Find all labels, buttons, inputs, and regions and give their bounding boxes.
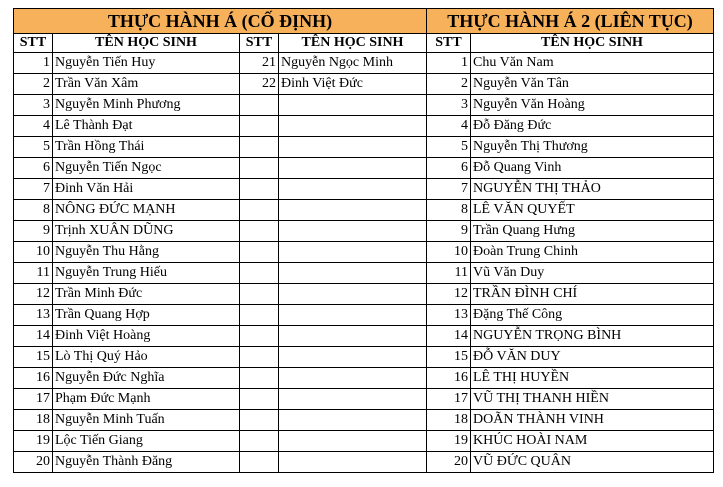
student-name-cell: Lò Thị Quý Hảo: [53, 347, 240, 368]
student-table: [13, 8, 714, 473]
student-name-cell: Đinh Việt Đức: [279, 74, 427, 95]
stt-cell: 17: [14, 389, 53, 410]
student-name-cell: [279, 368, 427, 389]
table-row: [14, 368, 714, 389]
student-name-cell: Nguyễn Văn Hoàng: [471, 95, 714, 116]
stt-cell: 18: [427, 410, 471, 431]
stt-cell: 2: [14, 74, 53, 95]
stt-cell: 20: [427, 452, 471, 473]
student-name-cell: Nguyễn Tiến Huy: [53, 53, 240, 74]
stt-cell: 14: [427, 326, 471, 347]
stt-cell: 17: [427, 389, 471, 410]
stt-cell: 8: [427, 200, 471, 221]
stt-cell: [240, 200, 279, 221]
stt-cell: [240, 410, 279, 431]
title-continuous: THỰC HÀNH Á 2 (LIÊN TỤC): [427, 9, 714, 34]
header-name-a: TÊN HỌC SINH: [53, 34, 240, 53]
student-name-cell: LÊ VĂN QUYẾT: [471, 200, 714, 221]
header-stt-c: STT: [427, 34, 471, 53]
student-name-cell: Trần Văn Xâm: [53, 74, 240, 95]
stt-cell: 8: [14, 200, 53, 221]
student-name-cell: [279, 431, 427, 452]
stt-cell: 10: [427, 242, 471, 263]
stt-cell: 16: [14, 368, 53, 389]
stt-cell: [240, 347, 279, 368]
student-name-cell: Đinh Việt Hoàng: [53, 326, 240, 347]
stt-cell: 19: [427, 431, 471, 452]
stt-cell: [240, 305, 279, 326]
title-row: [14, 9, 714, 34]
stt-cell: [240, 221, 279, 242]
stt-cell: 9: [14, 221, 53, 242]
stt-cell: 9: [427, 221, 471, 242]
stt-cell: 3: [14, 95, 53, 116]
student-name-cell: [279, 347, 427, 368]
stt-cell: 10: [14, 242, 53, 263]
student-name-cell: [279, 95, 427, 116]
table-row: [14, 263, 714, 284]
stt-cell: 1: [14, 53, 53, 74]
stt-cell: [240, 242, 279, 263]
table-row: [14, 452, 714, 473]
stt-cell: [240, 431, 279, 452]
student-name-cell: [279, 158, 427, 179]
stt-cell: [240, 116, 279, 137]
header-stt-a: STT: [14, 34, 53, 53]
student-name-cell: Nguyễn Trung Hiếu: [53, 263, 240, 284]
stt-cell: 5: [14, 137, 53, 158]
student-name-cell: NGUYỄN TRỌNG BÌNH: [471, 326, 714, 347]
table-row: [14, 53, 714, 74]
stt-cell: 7: [14, 179, 53, 200]
student-name-cell: [279, 179, 427, 200]
stt-cell: 15: [14, 347, 53, 368]
stt-cell: 22: [240, 74, 279, 95]
student-name-cell: TRẦN ĐÌNH CHÍ: [471, 284, 714, 305]
stt-cell: 3: [427, 95, 471, 116]
stt-cell: 7: [427, 179, 471, 200]
student-name-cell: [279, 242, 427, 263]
stt-cell: 13: [427, 305, 471, 326]
stt-cell: [240, 284, 279, 305]
student-name-cell: Nguyễn Minh Phương: [53, 95, 240, 116]
stt-cell: [240, 368, 279, 389]
student-name-cell: Đặng Thế Công: [471, 305, 714, 326]
stt-cell: [240, 263, 279, 284]
student-name-cell: LÊ THỊ HUYỀN: [471, 368, 714, 389]
table-row: [14, 410, 714, 431]
student-name-cell: [279, 116, 427, 137]
stt-cell: 19: [14, 431, 53, 452]
table-row: [14, 389, 714, 410]
student-name-cell: Nguyễn Thị Thương: [471, 137, 714, 158]
student-lists: [13, 8, 714, 473]
student-name-cell: VŨ ĐỨC QUÂN: [471, 452, 714, 473]
student-name-cell: Trần Quang Hợp: [53, 305, 240, 326]
table-row: [14, 242, 714, 263]
header-row: [14, 34, 714, 53]
table-row: [14, 347, 714, 368]
stt-cell: 6: [427, 158, 471, 179]
student-name-cell: [279, 410, 427, 431]
student-name-cell: [279, 326, 427, 347]
stt-cell: [240, 137, 279, 158]
table-body: [14, 9, 714, 473]
student-name-cell: Nguyễn Ngọc Minh: [279, 53, 427, 74]
student-name-cell: NÔNG ĐỨC MẠNH: [53, 200, 240, 221]
table-row: [14, 284, 714, 305]
student-name-cell: NGUYỄN THỊ THẢO: [471, 179, 714, 200]
stt-cell: 2: [427, 74, 471, 95]
student-name-cell: Đoàn Trung Chinh: [471, 242, 714, 263]
student-name-cell: Trịnh XUÂN DŨNG: [53, 221, 240, 242]
stt-cell: 21: [240, 53, 279, 74]
student-name-cell: Nguyễn Thành Đăng: [53, 452, 240, 473]
table-row: [14, 95, 714, 116]
student-name-cell: Vũ Văn Duy: [471, 263, 714, 284]
student-name-cell: Nguyễn Tiến Ngọc: [53, 158, 240, 179]
stt-cell: 5: [427, 137, 471, 158]
stt-cell: 6: [14, 158, 53, 179]
header-name-b: TÊN HỌC SINH: [279, 34, 427, 53]
student-name-cell: [279, 284, 427, 305]
student-name-cell: Đỗ Quang Vinh: [471, 158, 714, 179]
student-name-cell: [279, 263, 427, 284]
header-name-c: TÊN HỌC SINH: [471, 34, 714, 53]
stt-cell: [240, 452, 279, 473]
student-name-cell: Nguyễn Đức Nghĩa: [53, 368, 240, 389]
stt-cell: [240, 179, 279, 200]
table-row: [14, 179, 714, 200]
student-name-cell: [279, 221, 427, 242]
student-name-cell: [279, 389, 427, 410]
student-name-cell: Trần Quang Hưng: [471, 221, 714, 242]
header-stt-b: STT: [240, 34, 279, 53]
student-name-cell: [279, 137, 427, 158]
table-row: [14, 137, 714, 158]
stt-cell: 14: [14, 326, 53, 347]
table-row: [14, 116, 714, 137]
stt-cell: 4: [14, 116, 53, 137]
stt-cell: [240, 95, 279, 116]
student-name-cell: [279, 200, 427, 221]
stt-cell: 11: [14, 263, 53, 284]
student-name-cell: Trần Minh Đức: [53, 284, 240, 305]
table-row: [14, 158, 714, 179]
student-name-cell: ĐỖ VĂN DUY: [471, 347, 714, 368]
stt-cell: 12: [14, 284, 53, 305]
student-name-cell: KHÚC HOÀI NAM: [471, 431, 714, 452]
student-name-cell: Lê Thành Đạt: [53, 116, 240, 137]
table-row: [14, 431, 714, 452]
student-name-cell: Nguyễn Minh Tuấn: [53, 410, 240, 431]
student-name-cell: [279, 452, 427, 473]
table-row: [14, 305, 714, 326]
table-row: [14, 326, 714, 347]
stt-cell: [240, 326, 279, 347]
student-name-cell: Đinh Văn Hải: [53, 179, 240, 200]
stt-cell: 1: [427, 53, 471, 74]
stt-cell: 20: [14, 452, 53, 473]
table-row: [14, 221, 714, 242]
stt-cell: 18: [14, 410, 53, 431]
stt-cell: [240, 389, 279, 410]
student-name-cell: Chu Văn Nam: [471, 53, 714, 74]
student-name-cell: DOÃN THÀNH VINH: [471, 410, 714, 431]
student-name-cell: Đỗ Đăng Đức: [471, 116, 714, 137]
stt-cell: 12: [427, 284, 471, 305]
student-name-cell: Lộc Tiến Giang: [53, 431, 240, 452]
student-name-cell: Phạm Đức Mạnh: [53, 389, 240, 410]
stt-cell: 15: [427, 347, 471, 368]
stt-cell: 4: [427, 116, 471, 137]
table-row: [14, 74, 714, 95]
student-name-cell: [279, 305, 427, 326]
title-fixed: THỰC HÀNH Á (CỐ ĐỊNH): [14, 9, 427, 34]
stt-cell: [240, 158, 279, 179]
student-name-cell: Nguyễn Văn Tân: [471, 74, 714, 95]
stt-cell: 16: [427, 368, 471, 389]
student-name-cell: Nguyễn Thu Hằng: [53, 242, 240, 263]
table-row: [14, 200, 714, 221]
stt-cell: 11: [427, 263, 471, 284]
student-name-cell: VŨ THỊ THANH HIỀN: [471, 389, 714, 410]
stt-cell: 13: [14, 305, 53, 326]
student-name-cell: Trần Hồng Thái: [53, 137, 240, 158]
